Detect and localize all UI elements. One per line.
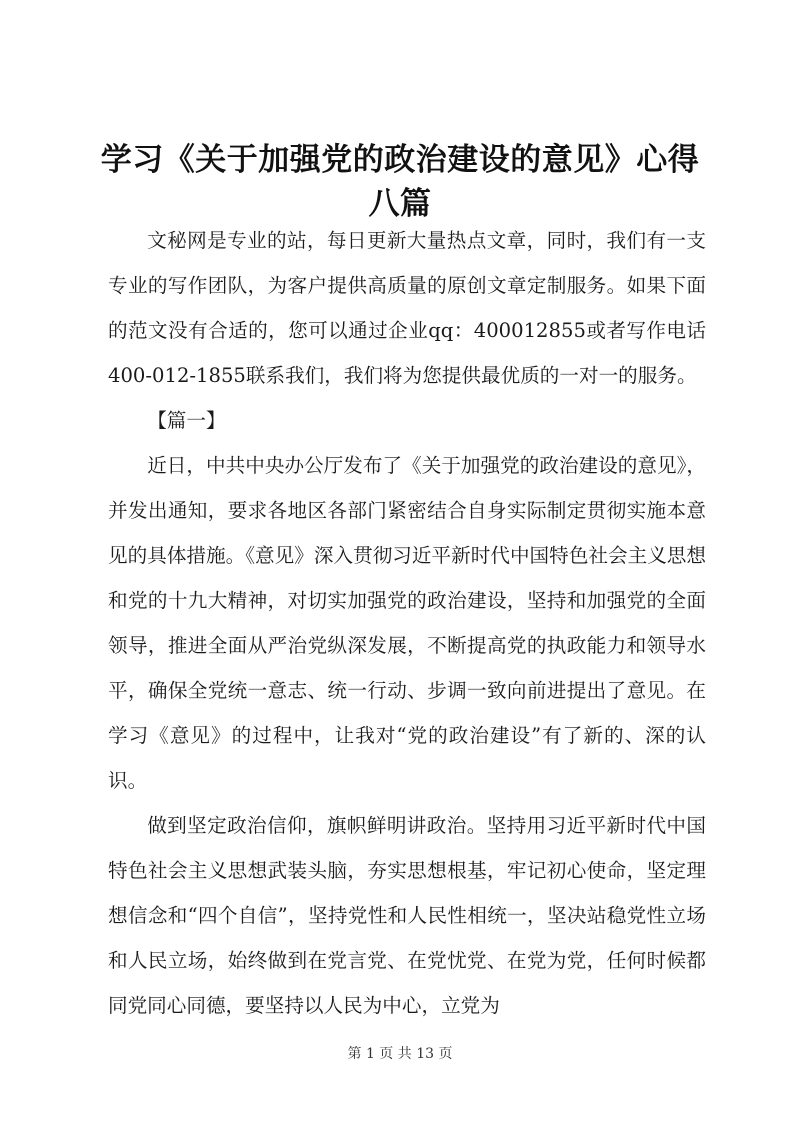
document-title: 学习《关于加强党的政治建设的意见》心得八篇: [100, 142, 700, 222]
page-footer: 第 1 页 共 13 页: [347, 1046, 453, 1062]
section-heading: 【篇一】: [147, 409, 226, 432]
body-paragraph-1: 近日，中共中央办公厅发布了《关于加强党的政治建设的意见》，并发出通知，要求各地区各部门紧密结合自身实际制定贯彻实施本意见的具体措施。《意见》深入贯彻习近平新时代中国特色社会主义思想和党的十九大精神，对切实加强党的政治建设，坚持和加强党的全面领导，推进全面从严治党纵深发展，不断提高党的执政能力和领导水平，确保全党统一意志、统一行动、步调一致向前进提出了意见。在学习《意见》的过程中，让我对“党的政治建设”有了新的、深的认识。: [108, 454, 706, 792]
intro-paragraph: 文秘网是专业的站，每日更新大量热点文章，同时，我们有一支专业的写作团队，为客户提供高质量的原创文章定制服务。如果下面的范文没有合适的，您可以通过企业qq：400012855或者写作电话400-012-1855联系我们，我们将为您提供最优质的一对一的服务。: [108, 229, 706, 387]
document-body: [108, 218, 706, 1028]
body-paragraph-2: 做到坚定政治信仰，旗帜鲜明讲政治。坚持用习近平新时代中国特色社会主义思想武装头脑，夯实思想根基，牢记初心使命，坚定理想信念和“四个自信”，坚持党性和人民性相统一，坚决站稳党性立场和人民立场，始终做到在党言党、在党忧党、在党为党，任何时候都同党同心同德，要坚持以人民为中心，立党为: [108, 814, 706, 1017]
